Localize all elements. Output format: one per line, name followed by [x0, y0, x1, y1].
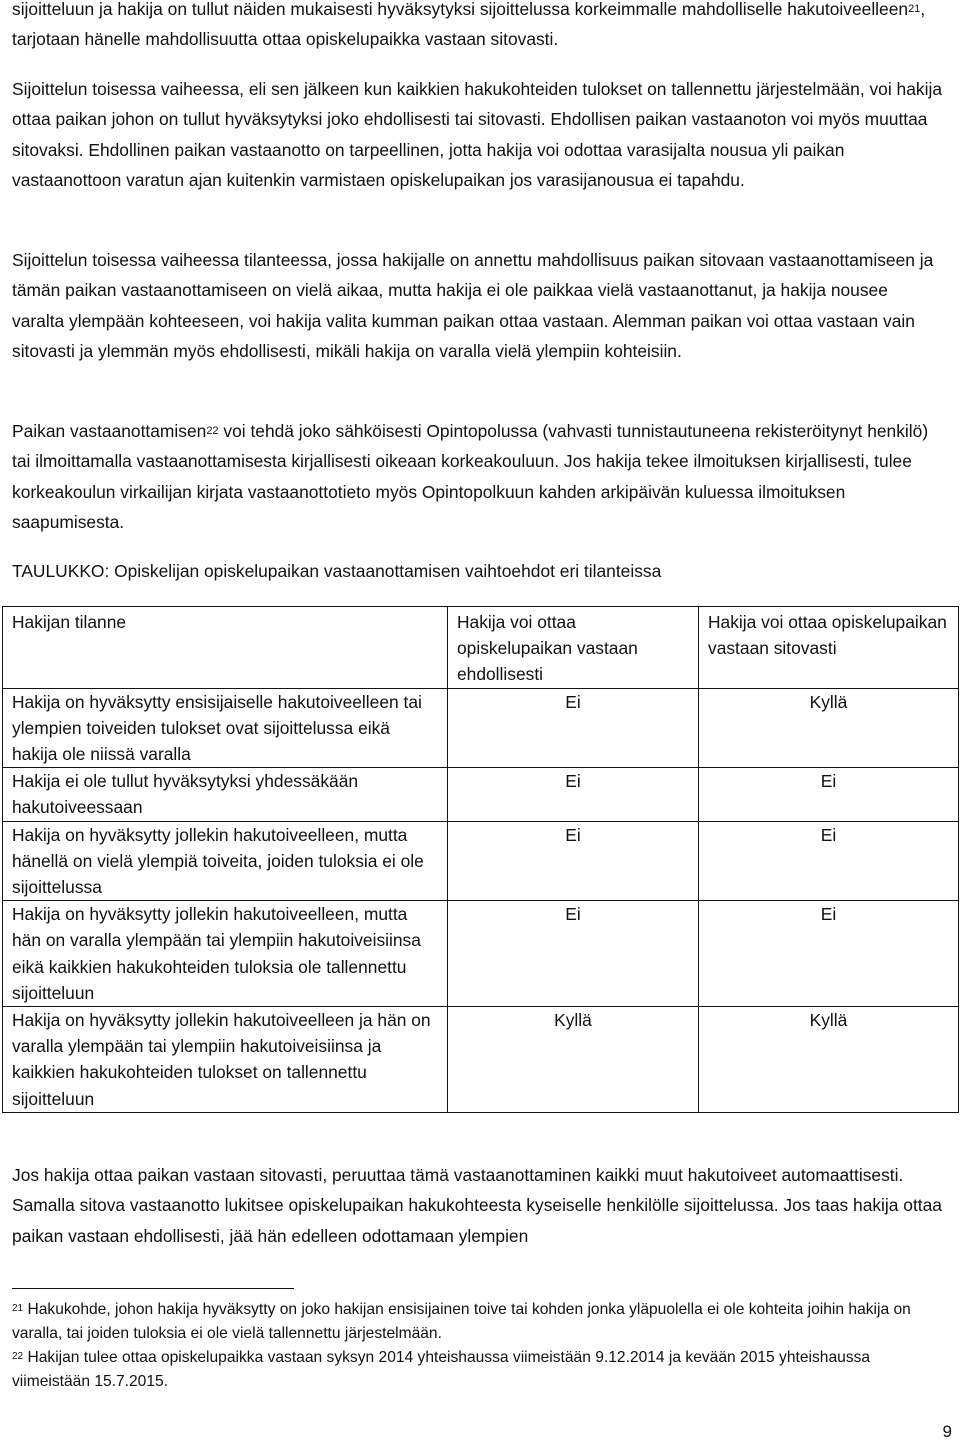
cell-situation: Hakija ei ole tullut hyväksytyksi yhdessäkään hakutoiveessaan	[3, 768, 448, 821]
cell-binding: Ei	[699, 768, 959, 821]
cell-situation: Hakija on hyväksytty ensisijaiselle hakutoiveelleen tai ylempien toiveiden tulokset ovat sijoittelussa eikä hakija ole niissä varalla	[3, 688, 448, 768]
footnote-ref-21[interactable]: 21	[908, 3, 921, 15]
table-row	[3, 901, 959, 1007]
footnote-22	[12, 1346, 942, 1394]
cell-conditional: Ei	[448, 901, 699, 1007]
footnote-text: Hakukohde, johon hakija hyväksytty on joko hakijan ensisijainen toive tai kohden jonka yläpuolella ei ole kohteita joihin hakija on varalla, tai joiden tuloksia ei ole vielä tallennettu järjestelmään.	[12, 1301, 911, 1342]
footnote-21	[12, 1298, 942, 1346]
page-number: 9	[942, 1422, 952, 1441]
table-row	[3, 768, 959, 821]
table-row	[3, 1007, 959, 1113]
footnote-number: 22	[12, 1351, 24, 1362]
paragraph-text: Paikan vastaanottamisen	[12, 421, 207, 441]
cell-situation: Hakija on hyväksytty jollekin hakutoiveelleen, mutta hänellä on vielä ylempiä toiveita, joiden tuloksia ei ole sijoittelussa	[3, 821, 448, 901]
paragraph-binding-effect: Jos hakija ottaa paikan vastaan sitovasti, peruuttaa tämä vastaanottaminen kaikki muut hakutoiveet automaattisesti. Samalla sitova vastaanotto lukitsee opiskelupaikan hakukohteesta kyseiselle henkilölle sijoittelussa. Jos taas hakija ottaa paikan vastaan ehdollisesti, jää hän edelleen odottamaan ylempien	[12, 1165, 942, 1246]
paragraph-text: sijoitteluun ja hakija on tullut näiden mukaisesti hyväksytyksi sijoittelussa korkeimmalle mahdolliselle hakutoiveelleen	[12, 0, 909, 19]
cell-situation: Hakija on hyväksytty jollekin hakutoiveelleen ja hän on varalla ylempään tai ylempiin hakutoiveisiinsa ja kaikkien hakukohteiden tulokset on tallennettu sijoitteluun	[3, 1007, 448, 1113]
acceptance-options-table	[2, 606, 959, 1113]
footnote-separator	[12, 1288, 294, 1289]
cell-conditional: Ei	[448, 768, 699, 821]
cell-binding: Ei	[699, 901, 959, 1007]
table-row	[3, 821, 959, 901]
table-row	[3, 688, 959, 768]
paragraph-choose-place: Sijoittelun toisessa vaiheessa tilanteessa, jossa hakijalle on annettu mahdollisuus paikan sitovaan vastaanottamiseen ja tämän paikan vastaanottamiseen on vielä aikaa, mutta hakija ei ole paikkaa vielä vastaanottanut, ja hakija nousee varalta ylempään kohteeseen, voi hakija valita kumman paikan ottaa vastaan. Alemman paikan voi ottaa vastaan vain sitovasti ja ylemmän myös ehdollisesti, mikäli hakija on varalla vielä ylempiin kohteisiin.	[12, 250, 934, 362]
paragraph-accepting	[12, 416, 942, 538]
cell-situation: Hakija on hyväksytty jollekin hakutoiveelleen, mutta hän on varalla ylempään tai ylempiin hakutoiveisiinsa eikä kaikkien hakukohteiden tuloksia ole tallennettu sijoitteluun	[3, 901, 448, 1007]
paragraph-second-phase: Sijoittelun toisessa vaiheessa, eli sen jälkeen kun kaikkien hakukohteiden tulokset on tallennettu järjestelmään, voi hakija ottaa paikan johon on tullut hyväksytyksi joko ehdollisesti tai sitovasti. Ehdollisen paikan vastaanoton voi myös muuttaa sitovaksi. Ehdollinen paikan vastaanotto on tarpeellinen, jotta hakija voi odottaa varasijalta nousua yli paikan vastaanottoon varatun ajan kuitenkin varmistaen opiskelupaikan jos varasijanousua ei tapahdu.	[12, 79, 942, 191]
cell-conditional: Kyllä	[448, 1007, 699, 1113]
table-header-row	[3, 607, 959, 689]
table-caption: TAULUKKO: Opiskelijan opiskelupaikan vastaanottamisen vaihtoehdot eri tilanteissa	[12, 561, 662, 581]
cell-conditional: Ei	[448, 821, 699, 901]
footnote-number: 21	[12, 1303, 24, 1314]
header-binding: Hakija voi ottaa opiskelupaikan vastaan sitovasti	[699, 607, 959, 689]
header-conditional: Hakija voi ottaa opiskelupaikan vastaan ehdollisesti	[448, 607, 699, 689]
cell-conditional: Ei	[448, 688, 699, 768]
paragraph-text: , tarjotaan hänelle mahdollisuutta ottaa opiskelupaikka vastaan sitovasti.	[12, 0, 926, 50]
paragraph-intro	[12, 0, 942, 55]
paragraph-text: voi tehdä joko sähköisesti Opintopolussa (vahvasti tunnistautuneena rekisteröitynyt henkilö) tai ilmoittamalla vastaanottamisesta kirjallisesti oikeaan korkeakouluun. Jos hakija tekee ilmoituksen kirjallisesti, tulee korkeakoulun virkailijan kirjata vastaanottotieto myös Opintopolkuun kahden arkipäivän kuluessa ilmoituksen saapumisesta.	[12, 421, 929, 533]
cell-binding: Kyllä	[699, 688, 959, 768]
footnote-ref-22[interactable]: 22	[206, 425, 219, 437]
footnote-text: Hakijan tulee ottaa opiskelupaikka vastaan syksyn 2014 yhteishaussa viimeistään 9.12.2014 ja kevään 2015 yhteishaussa viimeistään 15.7.2015.	[12, 1349, 871, 1390]
header-situation: Hakijan tilanne	[3, 607, 448, 689]
cell-binding: Kyllä	[699, 1007, 959, 1113]
cell-binding: Ei	[699, 821, 959, 901]
